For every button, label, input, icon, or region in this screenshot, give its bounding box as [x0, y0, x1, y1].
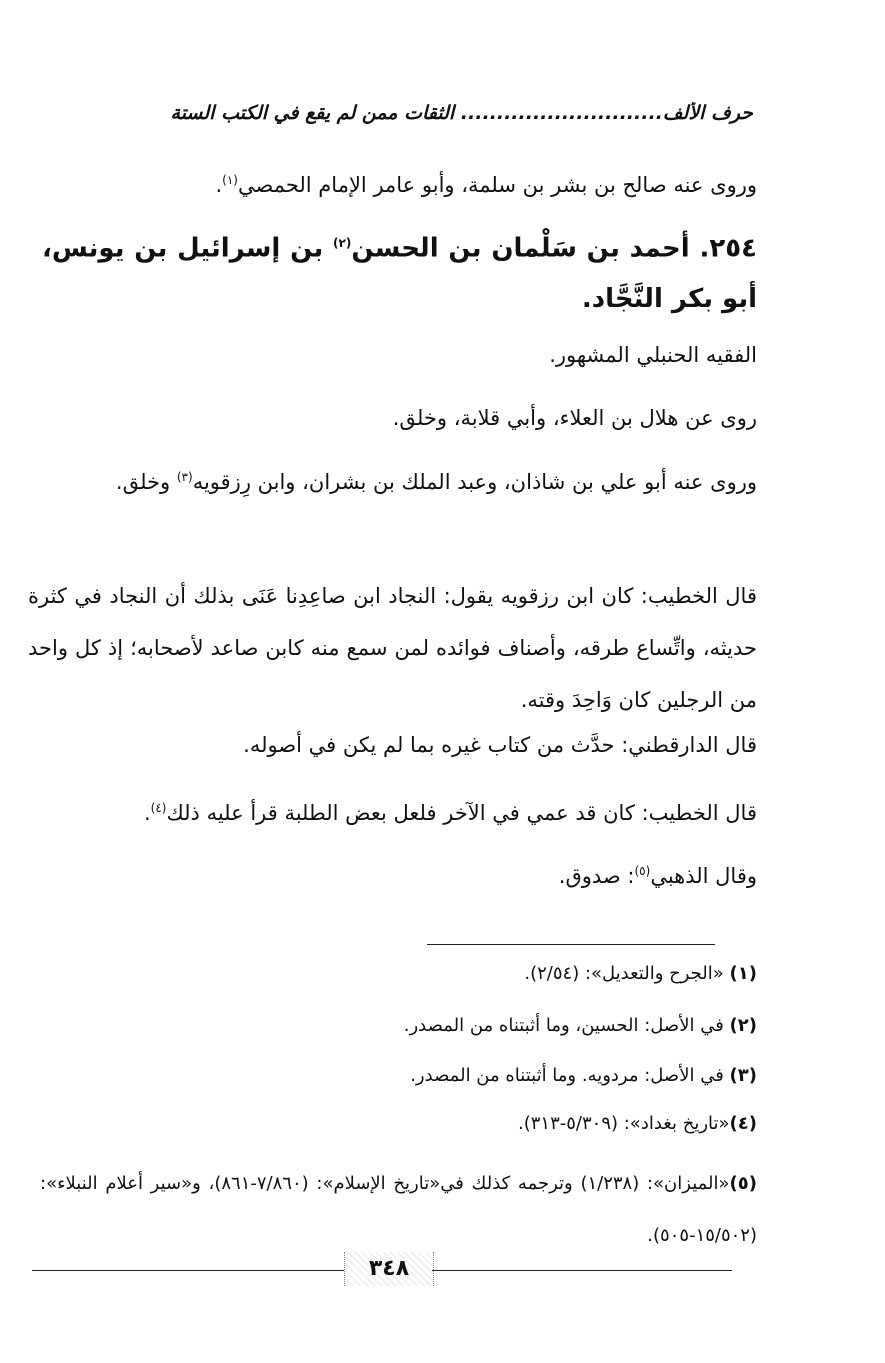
paragraph-text-end: وخلق. — [115, 470, 177, 494]
paragraph-khatib-blind — [62, 793, 757, 828]
paragraph-text: وقال الذهبي — [650, 864, 757, 888]
footnote-2 — [40, 1012, 757, 1040]
entry-name: أحمد بن سَلْمان بن الحسن — [351, 233, 690, 264]
paragraph-text: وروى عنه صالح بن بشر بن سلمة، وأبو عامر الإمام الحمصي — [237, 173, 757, 197]
punctuation: . — [143, 801, 151, 825]
footnote-divider — [427, 944, 715, 945]
paragraph-students — [28, 462, 757, 497]
footnote-ref[interactable]: (٤) — [150, 801, 167, 815]
footnote-number: (٢) — [729, 1015, 757, 1036]
entry-number: ٢٥٤. — [699, 233, 757, 264]
footnote-number: (٥) — [729, 1173, 758, 1194]
footnote-3 — [40, 1062, 757, 1090]
footnote-number: (١) — [729, 963, 757, 984]
footnote-text: في الأصل: الحسين، وما أثبتناه من المصدر. — [403, 1015, 730, 1036]
bottom-rule-right — [432, 1270, 732, 1271]
paragraph-narrators — [62, 165, 757, 200]
footnote-1 — [40, 960, 757, 988]
paragraph-dhahabi — [62, 856, 757, 891]
footnote-ref[interactable]: (٢) — [333, 236, 352, 250]
bottom-rule-left — [32, 1270, 344, 1271]
punctuation: . — [215, 173, 223, 197]
footnote-text: في الأصل: مردويه. وما أثبتناه من المصدر. — [410, 1065, 730, 1086]
entry-heading — [42, 218, 757, 324]
footnote-ref[interactable]: (٥) — [634, 864, 651, 878]
paragraph-text: قال الخطيب: كان قد عمي في الآخر فلعل بعض الطلبة قرأ عليه ذلك — [166, 801, 757, 825]
paragraph-description: الفقيه الحنبلي المشهور. — [549, 343, 757, 367]
footnote-ref[interactable]: (١) — [222, 173, 238, 187]
paragraph-text-end: : صدوق. — [558, 864, 635, 888]
footnote-4 — [40, 1110, 757, 1138]
footnote-text: «الميزان»: (١/٢٣٨) وترجمه كذلك في«تاريخ الإسلام»: (٧/٨٦٠-٨٦١)، و«سير أعلام النبلاء»: (١٥/٥٠٢-٥٠٥). — [40, 1173, 757, 1246]
paragraph-khatib-quote: قال الخطيب: كان ابن رزقويه يقول: النجاد ابن صاعِدِنا عَنَى بذلك أن النجاد في كثرة حديثه، واتِّساع طرقه، وأصناف فوائده لمن سمع منه كابن صاعد لأصحابه؛ إذ كل واحد من الرجلين كان وَاحِدَ وقته. — [28, 584, 757, 712]
footnote-ref[interactable]: (٣) — [176, 470, 193, 484]
footnote-number: (٤) — [729, 1113, 757, 1134]
footnote-number: (٣) — [729, 1065, 757, 1086]
paragraph-teachers: روى عن هلال بن العلاء، وأبي قلابة، وخلق. — [392, 406, 757, 430]
paragraph-daraqutni: قال الدارقطني: حدَّث من كتاب غيره بما لم يكن في أصوله. — [243, 733, 757, 757]
running-head: حرف الألف............................ الثقات ممن لم يقع في الكتب الستة — [170, 102, 753, 124]
footnote-text: «الجرح والتعديل»: (٢/٥٤). — [524, 963, 730, 984]
paragraph-text: وروى عنه أبو علي بن شاذان، وعبد الملك بن بشران، وابن رِزقويه — [192, 470, 757, 494]
entry-name-rest: بن إسرائيل بن يونس، أبو بكر النَّجَّاد. — [42, 233, 757, 314]
footnote-5 — [40, 1158, 757, 1262]
page-number: ٣٤٨ — [344, 1252, 434, 1286]
footnote-text: «تاريخ بغداد»: (٥/٣٠٩-٣١٣). — [517, 1113, 730, 1134]
